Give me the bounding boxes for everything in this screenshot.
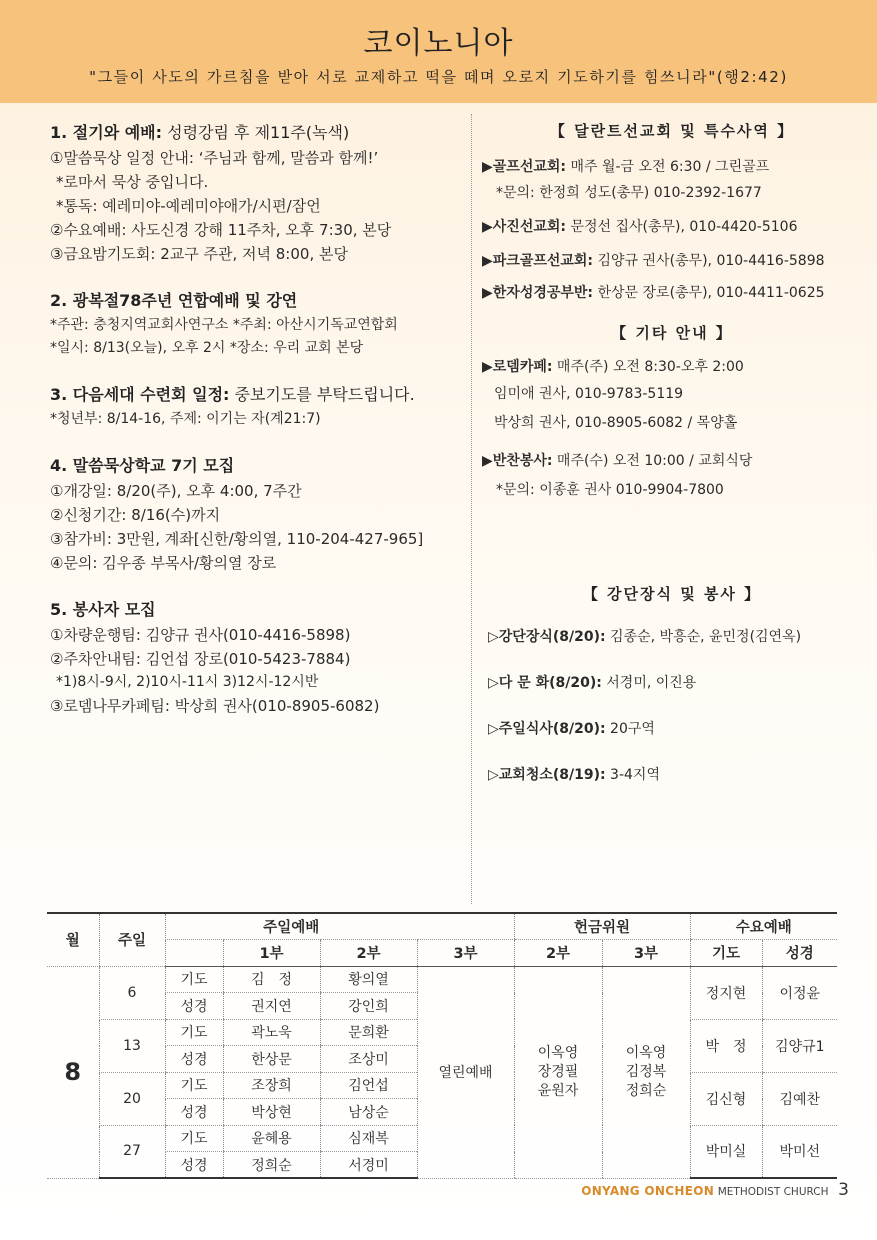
offering-name: 정희순 [625, 1082, 667, 1099]
table-cell: 박 정 [690, 1019, 762, 1072]
list-item-sub: 박상희 권사, 010-8905-6082 / 목양홀 [494, 415, 738, 431]
header-wednesday: 수요예배 [690, 913, 837, 940]
section-title [50, 382, 460, 408]
header-3bu: 3부 [417, 940, 514, 967]
header-prayer: 기도 [690, 940, 762, 967]
table-row [47, 966, 837, 993]
table-cell: 황의열 [320, 966, 417, 993]
announcements-column [50, 120, 460, 740]
header-2bu: 2부 [320, 940, 417, 967]
list-item: ①차량운행팀: 김양규 권사(010-4416-5898) [50, 626, 351, 644]
offering-name: 김정복 [625, 1063, 667, 1080]
section-liberation-day [50, 288, 460, 360]
list-item: *청년부: 8/14-16, 주제: 이기는 자(계21:7) [50, 411, 321, 427]
list-item: ③참가비: 3만원, 계좌[신한/황의열, 110-204-427-965] [50, 530, 424, 548]
header-sunday-worship: 주일예배 [165, 913, 417, 940]
section-volunteers [50, 597, 460, 718]
list-item: ②주차안내팀: 김언섭 장로(010-5423-7884) [50, 650, 351, 668]
header-blank [417, 913, 514, 940]
list-item [482, 671, 862, 695]
item-text: 김종순, 박흥순, 윤민정(김연옥) [605, 629, 802, 645]
header-offering-2bu: 2부 [514, 940, 602, 967]
section-title-text: 3. 다음세대 수련회 일정: [50, 385, 230, 404]
item-text: 3-4지역 [605, 767, 660, 783]
table-cell: 박미실 [690, 1125, 762, 1178]
list-item: ③로뎀나무카페팀: 박상희 권사(010-8905-6082) [50, 697, 380, 715]
list-item-sub: *문의: 이종훈 권사 010-9904-7800 [496, 482, 724, 498]
table-cell: 정지현 [690, 966, 762, 1019]
item-text: 문정선 집사(총무), 010-4420-5106 [566, 219, 798, 235]
item-text: 매주(수) 오전 10:00 / 교회식당 [552, 453, 753, 469]
offering-name: 이옥영 [537, 1044, 579, 1061]
list-item [482, 280, 862, 306]
item-text: 한상문 장로(총무), 010-4411-0625 [593, 285, 825, 301]
table-cell: 정희순 [223, 1152, 320, 1179]
service-schedule-table [47, 912, 837, 1179]
page-number: 3 [838, 1180, 849, 1200]
week-cell: 13 [99, 1019, 165, 1072]
list-item: ④문의: 김우종 부목사/황의열 장로 [50, 554, 277, 572]
role-cell: 기도 [165, 1072, 223, 1099]
item-text: 매주 월-금 오전 6:30 / 그린골프 [566, 159, 770, 175]
item-text: 서경미, 이진용 [601, 675, 697, 691]
section-title: 2. 광복절78주년 연합예배 및 강연 [50, 291, 298, 310]
header-1bu: 1부 [223, 940, 320, 967]
service-heading: 【 강단장식 및 봉사 】 [582, 585, 762, 603]
role-cell: 성경 [165, 1152, 223, 1179]
table-header-row [47, 913, 837, 940]
table-cell: 김양규1 [762, 1019, 837, 1072]
table-cell: 서경미 [320, 1152, 417, 1179]
header-month: 월 [47, 913, 99, 966]
section-retreat [50, 382, 460, 431]
week-cell: 27 [99, 1125, 165, 1178]
role-cell: 성경 [165, 993, 223, 1020]
role-cell: 성경 [165, 1099, 223, 1126]
section-title-rest: 중보기도를 부탁드립니다. [229, 385, 415, 404]
page-footer [581, 1180, 849, 1200]
table-cell: 김신형 [690, 1072, 762, 1125]
header-week: 주일 [99, 913, 165, 966]
list-item: *주관: 충청지역교회사연구소 *주최: 아산시기독교연합회 [50, 317, 398, 333]
item-label: ▶골프선교회: [482, 159, 566, 175]
week-cell: 20 [99, 1072, 165, 1125]
table-cell: 조장희 [223, 1072, 320, 1099]
role-cell: 기도 [165, 1019, 223, 1046]
table-cell: 심재복 [320, 1125, 417, 1152]
ministry-column [482, 118, 862, 809]
list-item: *1)8시-9시, 2)10시-11시 3)12시-12시반 [56, 674, 319, 690]
offering-name: 이옥영 [625, 1044, 667, 1061]
section-worship [50, 120, 460, 266]
list-item [482, 717, 862, 741]
list-item [482, 248, 862, 274]
etc-heading: 【 기타 안내 】 [611, 324, 733, 342]
offering-2bu-cell [514, 966, 602, 1178]
item-label: ▷교회청소(8/19): [488, 767, 606, 783]
table-cell: 남상순 [320, 1099, 417, 1126]
offering-name: 장경필 [537, 1063, 579, 1080]
item-label: ▶한자성경공부반: [482, 285, 594, 301]
role-cell: 성경 [165, 1046, 223, 1073]
item-label: ▶로뎀카페: [482, 359, 553, 375]
table-cell: 강인희 [320, 993, 417, 1020]
header-scripture: 성경 [762, 940, 837, 967]
section-title-rest: 성령강림 후 제11주(녹색) [162, 123, 350, 142]
list-item [482, 448, 862, 474]
list-item-sub: *문의: 한정희 성도(총무) 010-2392-1677 [496, 185, 762, 201]
church-brand: ONYANG ONCHEON [581, 1184, 715, 1198]
third-service-cell: 열린예배 [417, 966, 514, 1178]
list-item: *통독: 예레미야-예레미야애가/시편/잠언 [56, 197, 321, 215]
list-item: ①말씀묵상 일정 안내: ‘주님과 함께, 말씀과 함께!’ [50, 149, 379, 167]
item-text: 20구역 [605, 721, 655, 737]
item-text: 김양규 권사(총무), 010-4416-5898 [593, 253, 825, 269]
mission-heading: 【 달란트선교회 및 특수사역 】 [549, 122, 795, 140]
table-cell: 조상미 [320, 1046, 417, 1073]
item-label: ▶반찬봉사: [482, 453, 553, 469]
table-cell: 문희환 [320, 1019, 417, 1046]
week-cell: 6 [99, 966, 165, 1019]
table-cell: 박미선 [762, 1125, 837, 1178]
list-item: *일시: 8/13(오늘), 오후 2시 *장소: 우리 교회 본당 [50, 340, 364, 356]
church-name: METHODIST CHURCH [717, 1186, 829, 1198]
section-title [50, 120, 460, 146]
list-item: *로마서 묵상 중입니다. [56, 173, 209, 191]
month-cell: 8 [47, 966, 99, 1178]
table-cell: 윤혜용 [223, 1125, 320, 1152]
list-item [482, 154, 862, 180]
table-cell: 한상문 [223, 1046, 320, 1073]
table-cell: 김 정 [223, 966, 320, 993]
section-title: 4. 말씀묵상학교 7기 모집 [50, 456, 235, 475]
list-item-sub: 임미애 권사, 010-9783-5119 [494, 386, 684, 402]
section-meditation-school [50, 453, 460, 575]
item-label: ▷다 문 화(8/20): [488, 675, 602, 691]
role-cell: 기도 [165, 966, 223, 993]
column-divider [471, 114, 472, 904]
header-offering-3bu: 3부 [602, 940, 690, 967]
table-cell: 권지연 [223, 993, 320, 1020]
header-blank [165, 940, 223, 967]
table-cell: 김예찬 [762, 1072, 837, 1125]
list-item [482, 625, 862, 649]
list-item: ①개강일: 8/20(주), 오후 4:00, 7주간 [50, 482, 302, 500]
list-item [482, 214, 862, 240]
item-text: 매주(주) 오전 8:30-오후 2:00 [552, 359, 744, 375]
table-subheader-row [47, 940, 837, 967]
table-cell: 이정윤 [762, 966, 837, 1019]
list-item [482, 354, 862, 380]
table-cell: 곽노욱 [223, 1019, 320, 1046]
list-item: ③금요밤기도회: 2교구 주관, 저녁 8:00, 본당 [50, 245, 348, 263]
header-verse: "그들이 사도의 가르침을 받아 서로 교제하고 떡을 떼며 오로지 기도하기를 힘쓰니라"(행2:42) [89, 68, 788, 86]
list-item: ②수요예배: 사도신경 강해 11주차, 오후 7:30, 본당 [50, 221, 392, 239]
section-title-text: 1. 절기와 예배: [50, 123, 163, 142]
table-cell: 박상현 [223, 1099, 320, 1126]
item-label: ▷강단장식(8/20): [488, 629, 606, 645]
item-label: ▷주일식사(8/20): [488, 721, 606, 737]
table-cell: 김언섭 [320, 1072, 417, 1099]
page-header [0, 0, 877, 103]
page-title: 코이노니아 [363, 26, 514, 61]
offering-3bu-cell [602, 966, 690, 1178]
item-label: ▶파크골프선교회: [482, 253, 594, 269]
role-cell: 기도 [165, 1125, 223, 1152]
list-item [482, 763, 862, 787]
item-label: ▶사진선교회: [482, 219, 566, 235]
list-item: ②신청기간: 8/16(수)까지 [50, 506, 221, 524]
header-offering: 헌금위원 [514, 913, 690, 940]
offering-name: 윤원자 [537, 1082, 579, 1099]
section-title: 5. 봉사자 모집 [50, 600, 156, 619]
